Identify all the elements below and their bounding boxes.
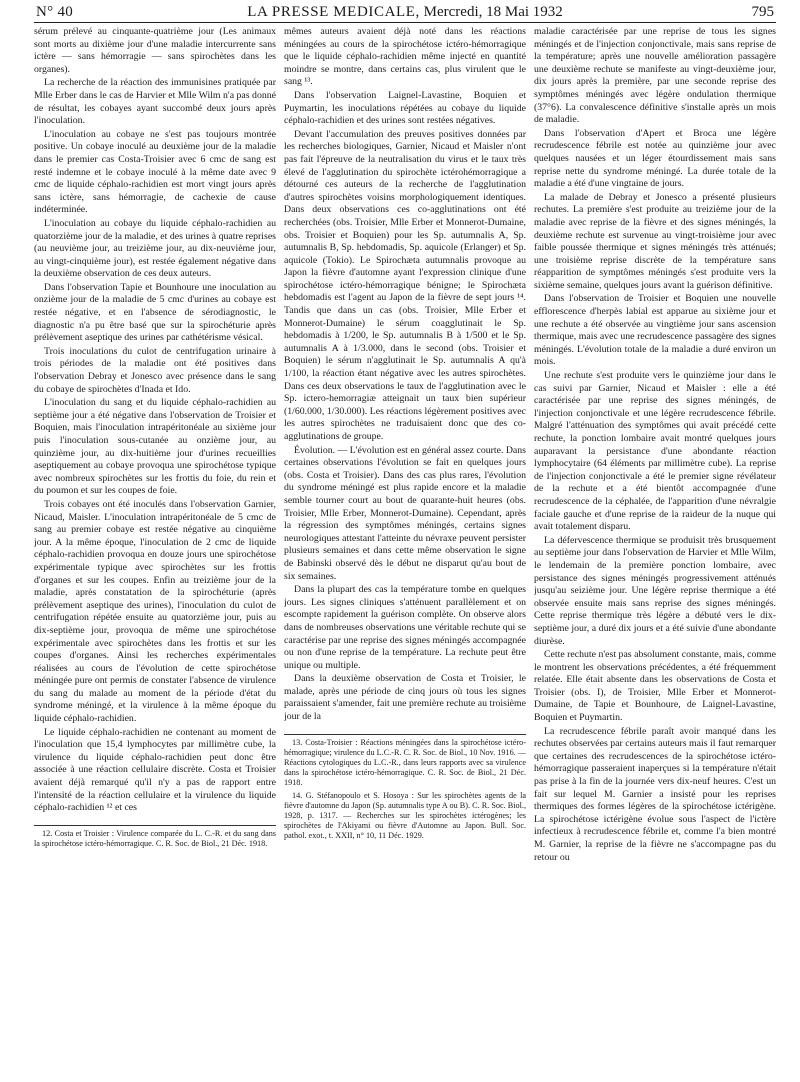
paragraph: Cette rechute n'est pas absolument constante, mais, comme le montrent les observations précédentes, a été fréquemment relatée. Elle était absente dans les observations de Costa et Troisier (obs. I), de Troisier, Mlle Erber et Monnerot-Dumaine, de Tapie et Bounhoure, de Laignel-Lavastine, Boquien et Puymartin. — [534, 649, 776, 724]
paragraph: Trois inoculations du culot de centrifugation urinaire à trois périodes de la maladie ont été positives dans l'observation Debray et Jonesco avec présence dans le sang du cobaye de spirochètes d'Inada et Ido. — [34, 345, 276, 395]
paragraph: Dans l'observation de Troisier et Boquien une nouvelle efflorescence d'herpès labial est apparue au sixième jour et une rechute a été observée au vingtième jour sans ascension thermique, mais avec une recrudescence passagère des signes méningés. L'évolution totale de la maladie a duré environ un mois. — [534, 293, 776, 368]
paragraph: Dans l'observation Tapie et Bounhoure une inoculation au onzième jour de la maladie de 5 cmc d'urines au cobaye est restée négative, et en l'absence de sérodiagnostic, le diagnostic n'a pu être basé que sur la spirochéturie après prélèvement aseptique des urines par cathétérisme vésical. — [34, 281, 276, 344]
paragraph: L'inoculation au cobaye du liquide céphalo-rachidien au quatorzième jour de la maladie, et des urines à quatre reprises (au neuvième jour, au treizième jour, au dix-neuvième jour, au vingt-cinquième jour), est restée également négative dans la deuxième observation de ces deux auteurs. — [34, 217, 276, 280]
paragraph: maladie caractérisée par une reprise de tous les signes méningés et de l'injection conjonctivale, mais sans reprise de la température; après une nouvelle amélioration passagère une deuxième rechute se manifeste au vingt-deuxième jour, dix jours après la première, par une seconde reprise des symptômes méningés avec légère ondulation thermique (37°6). La convalescence définitive s'installe après un mois de maladie. — [534, 26, 776, 126]
page-header — [34, 0, 776, 23]
column-1 — [34, 26, 276, 1072]
paragraph: Dans la deuxième observation de Costa et Troisier, le malade, après une période de cinq jours où tous les signes paraissaient s'amender, fait une première rechute au troisième jour de la — [284, 673, 526, 723]
footnote: 13. Costa-Troisier : Réactions méningées dans la spirochétose ictéro-hémorragique; virulence du L.C.-R. C. R. Soc. de Biol., 10 Nov. 1916. — Réactions cytologiques du L.C.-R., dans leurs rapports avec sa virulence dans la spirochétose ictéro-hémorragique. C. R. Soc. de Biol., 21 Déc. 1918. — [284, 737, 526, 788]
issue-number: N° 40 — [36, 4, 74, 20]
column-3 — [534, 26, 776, 1072]
paragraph: Devant l'accumulation des preuves positives données par les recherches biologiques, Garnier, Nicaud et Maisler n'ont pas fait l'épreuve de la neutralisation du virus et le taux très élevé de l'agglutination du spirochète ictérohémorragique a détourné ces auteurs de la recherche de l'agglutination d'autres spirochètes voisins morphologiquement identiques. Dans deux observations ces co-agglutinations ont été recherchées (obs. Troisier, Mlle Erber et Monnerot-Dumaine, obs. Troisier et Boquien) pour les Sp. autumnalis A, Sp. autumnalis B, Sp. hebdomadis, Sp. aquicole (Erlanger) et Sp. aquicole (Tokio). Le Spirochæta autumnalis provoque au Japon la fièvre d'automne ayant l'expression clinique d'une spirochétose ictéro-hémorragique bénigne; le Spirochæta hebdomadis est l'agent au Japon de la fièvre de sept jours ¹⁴. Tandis que dans un cas (obs. Troisier, Mlle Erber et Monnerot-Dumaine) le sérum coagglutinait le Sp. hebdomadis à 1/200, le Sp. autumnalis B à 1/500 et le Sp. autumnalis A à 1/3.000, dans le second (obs. Troisier et Boquien) le sérum n'agglutinait le Sp. autumnalis A qu'à 1/100, la réaction étant négative avec les autres spirochètes. Dans ces deux observations le taux de l'agglutination avec le Sp. ictero-hemorragiæ atteignait un taux bien supérieur (1/60.000, 1/30.000). Les réactions légèrement positives avec les autres spirochètes ne traduisaient donc que des co-agglutinations de groupe. — [284, 128, 526, 442]
footnotes — [284, 734, 526, 842]
paragraph: Évolution. — L'évolution est en général assez courte. Dans certaines observations l'évolution se fait en quelques jours (obs. Costa et Troisier). Dans des cas plus rares, l'évolution du syndrome méningé est plus rapide encore et la maladie semble tourner court au bout de quarante-huit heures (obs. Troisier, Mlle Erber, Monnerot-Dumaine). Cependant, après la régression des symptômes méningés, certains signes neurologiques attestant l'atteinte du névraxe peuvent persister plusieurs semaines et dans cette même observation le signe de Babinski observé dès le début ne disparut qu'au bout de six semaines. — [284, 444, 526, 582]
paragraph: La malade de Debray et Jonesco a présenté plusieurs rechutes. La première s'est produite au treizième jour de la maladie avec reprise de la fièvre et des signes méningés, la deuxième rechute est survenue au vingt-troisième jour avec faible poussée thermique et signes méningés très atténués; une troisième reprise discrète de la température sans réapparition de symptômes méningés s'est produite vers la sixième semaine, quelques jours avant la guérison définitive. — [534, 191, 776, 291]
paragraph: L'inoculation du sang et du liquide céphalo-rachidien au septième jour a été négative dans l'observation de Troisier et Boquien, mais l'inoculation intrapéritonéale au sixième jour puis l'inoculation sous-cutanée au onzième jour, au quinzième jour, au dix-huitième jour d'urines recueillies aseptiquement au cobaye provoqua une spirochétose typique avec nombreux spirochètes sur les frottis du foie, du rein et du poumon et sur les coupes de foie. — [34, 397, 276, 497]
paragraph: Dans l'observation Laignel-Lavastine, Boquien et Puymartin, les inoculations répétées au cobaye du liquide céphalo-rachidien et des urines sont restées négatives. — [284, 89, 526, 127]
footnote: 14. G. Stéfanopoulo et S. Hosoya : Sur les spirochètes agents de la fièvre d'automne du Japon (Sp. autumnalis type A ou B). C. R. Soc. Biol., 1928, p. 1317. — Recherches sur les spirochètes ictérogènes; les spirochètes de l'Akiyami ou fièvre d'Automne au Japon. Bull. Soc. pathol. exot., t. XXII, n° 10, 11 Déc. 1929. — [284, 790, 526, 841]
journal-name: LA PRESSE MEDICALE, — [247, 4, 420, 20]
paragraph: La recherche de la réaction des immunisines pratiquée par Mlle Erber dans le cas de Harvier et Mlle Wilm n'a pas donné de résultat, les cobayes ayant succombé deux jours après l'inoculation. — [34, 77, 276, 127]
page-number: 795 — [751, 4, 774, 20]
issue-date: Mercredi, 18 Mai 1932 — [423, 4, 563, 20]
article-body — [34, 26, 776, 1072]
column-2 — [284, 26, 526, 1072]
paragraph: Une rechute s'est produite vers le quinzième jour dans le cas suivi par Garnier, Nicaud et Maisler : elle a été caractérisée par une reprise des signes méningés, de l'injection conjonctivale et une légère recrudescence fébrile. Malgré l'atténuation des symptômes qui avait précédé cette rechute, la ponction lombaire avait montré quelques jours auparavant la persistance d'une abondante réaction lymphocytaire (64 éléments par millimètre cube). La reprise de l'injection conjonctivale a été le premier signe révélateur de la rechute et a été bientôt accompagnée d'une recrudescence de la céphalée, de l'apparition d'une névralgie faciale gauche et d'une reprise de la raideur de la nuque qui avait totalement disparu. — [534, 370, 776, 533]
paragraph: Dans l'observation d'Apert et Broca une légère recrudescence fébrile est notée au quinzième jour avec quelques nausées et un léger étourdissement mais sans reprise nette du syndrome méningé. La durée totale de la maladie a été d'une vingtaine de jours. — [534, 127, 776, 190]
paragraph: sérum prélevé au cinquante-quatrième jour (Les animaux sont morts au dixième jour d'une maladie intercurrente sans ictère — sans hémorragie — sans spirochètes dans les organes). — [34, 26, 276, 75]
paragraph: Le liquide céphalo-rachidien ne contenant au moment de l'inoculation que 15,4 lymphocytes par millimètre cube, la virulence du liquide céphalo-rachidien peut donc être associée à une réaction cellulaire discrète. Costa et Troisier avaient déjà remarqué qu'il n'y a pas de rapport entre l'intensité de la réaction cellulaire et la virulence du liquide céphalo-rachidien ¹² et ces — [34, 726, 276, 814]
paragraph: La recrudescence fébrile paraît avoir manqué dans les rechutes observées par certains auteurs mais il faut remarquer que certaines des recrudescences de la spirochétose ictéro-hémorragique passeraient inaperçues si la température n'était pas prise à la fin de la journée vers dix-neuf heures. C'est un fait sur lequel M. Garnier a insisté pour les reprises thermiques des formes légères de la spirochétose ictérigène. La spirochétose ictérigène évolue sous l'aspect de l'ictère infectieux à recrudescence fébrile et, comme l'a bien montré M. Garnier, la reprise de la fièvre ne s'accompagne pas du retour ou — [534, 725, 776, 863]
paragraph: La défervescence thermique se produisit très brusquement au septième jour dans l'observation de Harvier et Mlle Wilm, le lendemain de la première ponction lombaire, avec persistance des signes méningés progressivement atténués jusqu'au seizième jour. Une légère reprise thermique a été observée ensuite mais sans reprise des signes méningés. Cette reprise thermique très légère a débuté vers le dix-septième jour, a duré dix jours et a été suivie d'une abondante diurèse. — [534, 534, 776, 647]
paragraph: mêmes auteurs avaient déjà noté dans les réactions méningées au cours de la spirochétose ictéro-hémorragique que le liquide céphalo-rachidien même injecté en quantité moindre se montre, dans certains cas, plus virulent que le sang ¹³. — [284, 26, 526, 88]
footnotes — [34, 825, 276, 849]
paragraph: Dans la plupart des cas la température tombe en quelques jours. Les signes cliniques s'atténuent parallèlement et on escompte rapidement la guérison complète. On observe alors dans de nombreuses observations une véritable rechute qui se caractérise par une reprise des signes méningés accompagnée ou non d'une reprise de la température. La rechute peut être unique ou multiple. — [284, 584, 526, 671]
journal-title — [34, 1, 776, 23]
paragraph: L'inoculation au cobaye ne s'est pas toujours montrée positive. Un cobaye inoculé au deuxième jour de la maladie dans le premier cas Costa-Troisier avec 6 cmc de sang est resté indemne et le cobaye inoculé à la même date avec 9 cmc de liquide céphalo-rachidien est mort vingt jours après sans ictère, sans hémorragie, de cachexie de cause indéterminée. — [34, 128, 276, 216]
paragraph: Trois cobayes ont été inoculés dans l'observation Garnier, Nicaud, Maisler. L'inoculation intrapéritonéale de 5 cmc de sang au premier cobaye est restée négative au cinquième jour. A la même époque, l'inoculation de 2 cmc de liquide céphalo-rachidien provoqua en douze jours une spirochétose expérimentale typique avec spirochètes sur les frottis d'organes et sur les coupes. Enfin au treizième jour de la maladie, après constatation de la spirochéturie (après prélèvement aseptique des urines), l'inoculation du culot de centrifugation répétée ensuite au quatorzième jour, puis au dix-septième jour, provoqua de même une spirochétose expérimentale avec spirochètes dans les frottis et sur les coupes d'organes. Ainsi les recherches expérimentales réalisées au cours de l'évolution de cette spirochétose méningée pure ont permis de constater l'absence de virulence du sang du malade au moment de la période d'état du syndrome méningé, et la virulence à la même époque du liquide céphalo-rachidien. — [34, 498, 276, 725]
footnote: 12. Costa et Troisier : Virulence comparée du L. C.-R. et du sang dans la spirochétose ictéro-hémorragique. C. R. Soc. de Biol., 21 Déc. 1918. — [34, 828, 276, 849]
